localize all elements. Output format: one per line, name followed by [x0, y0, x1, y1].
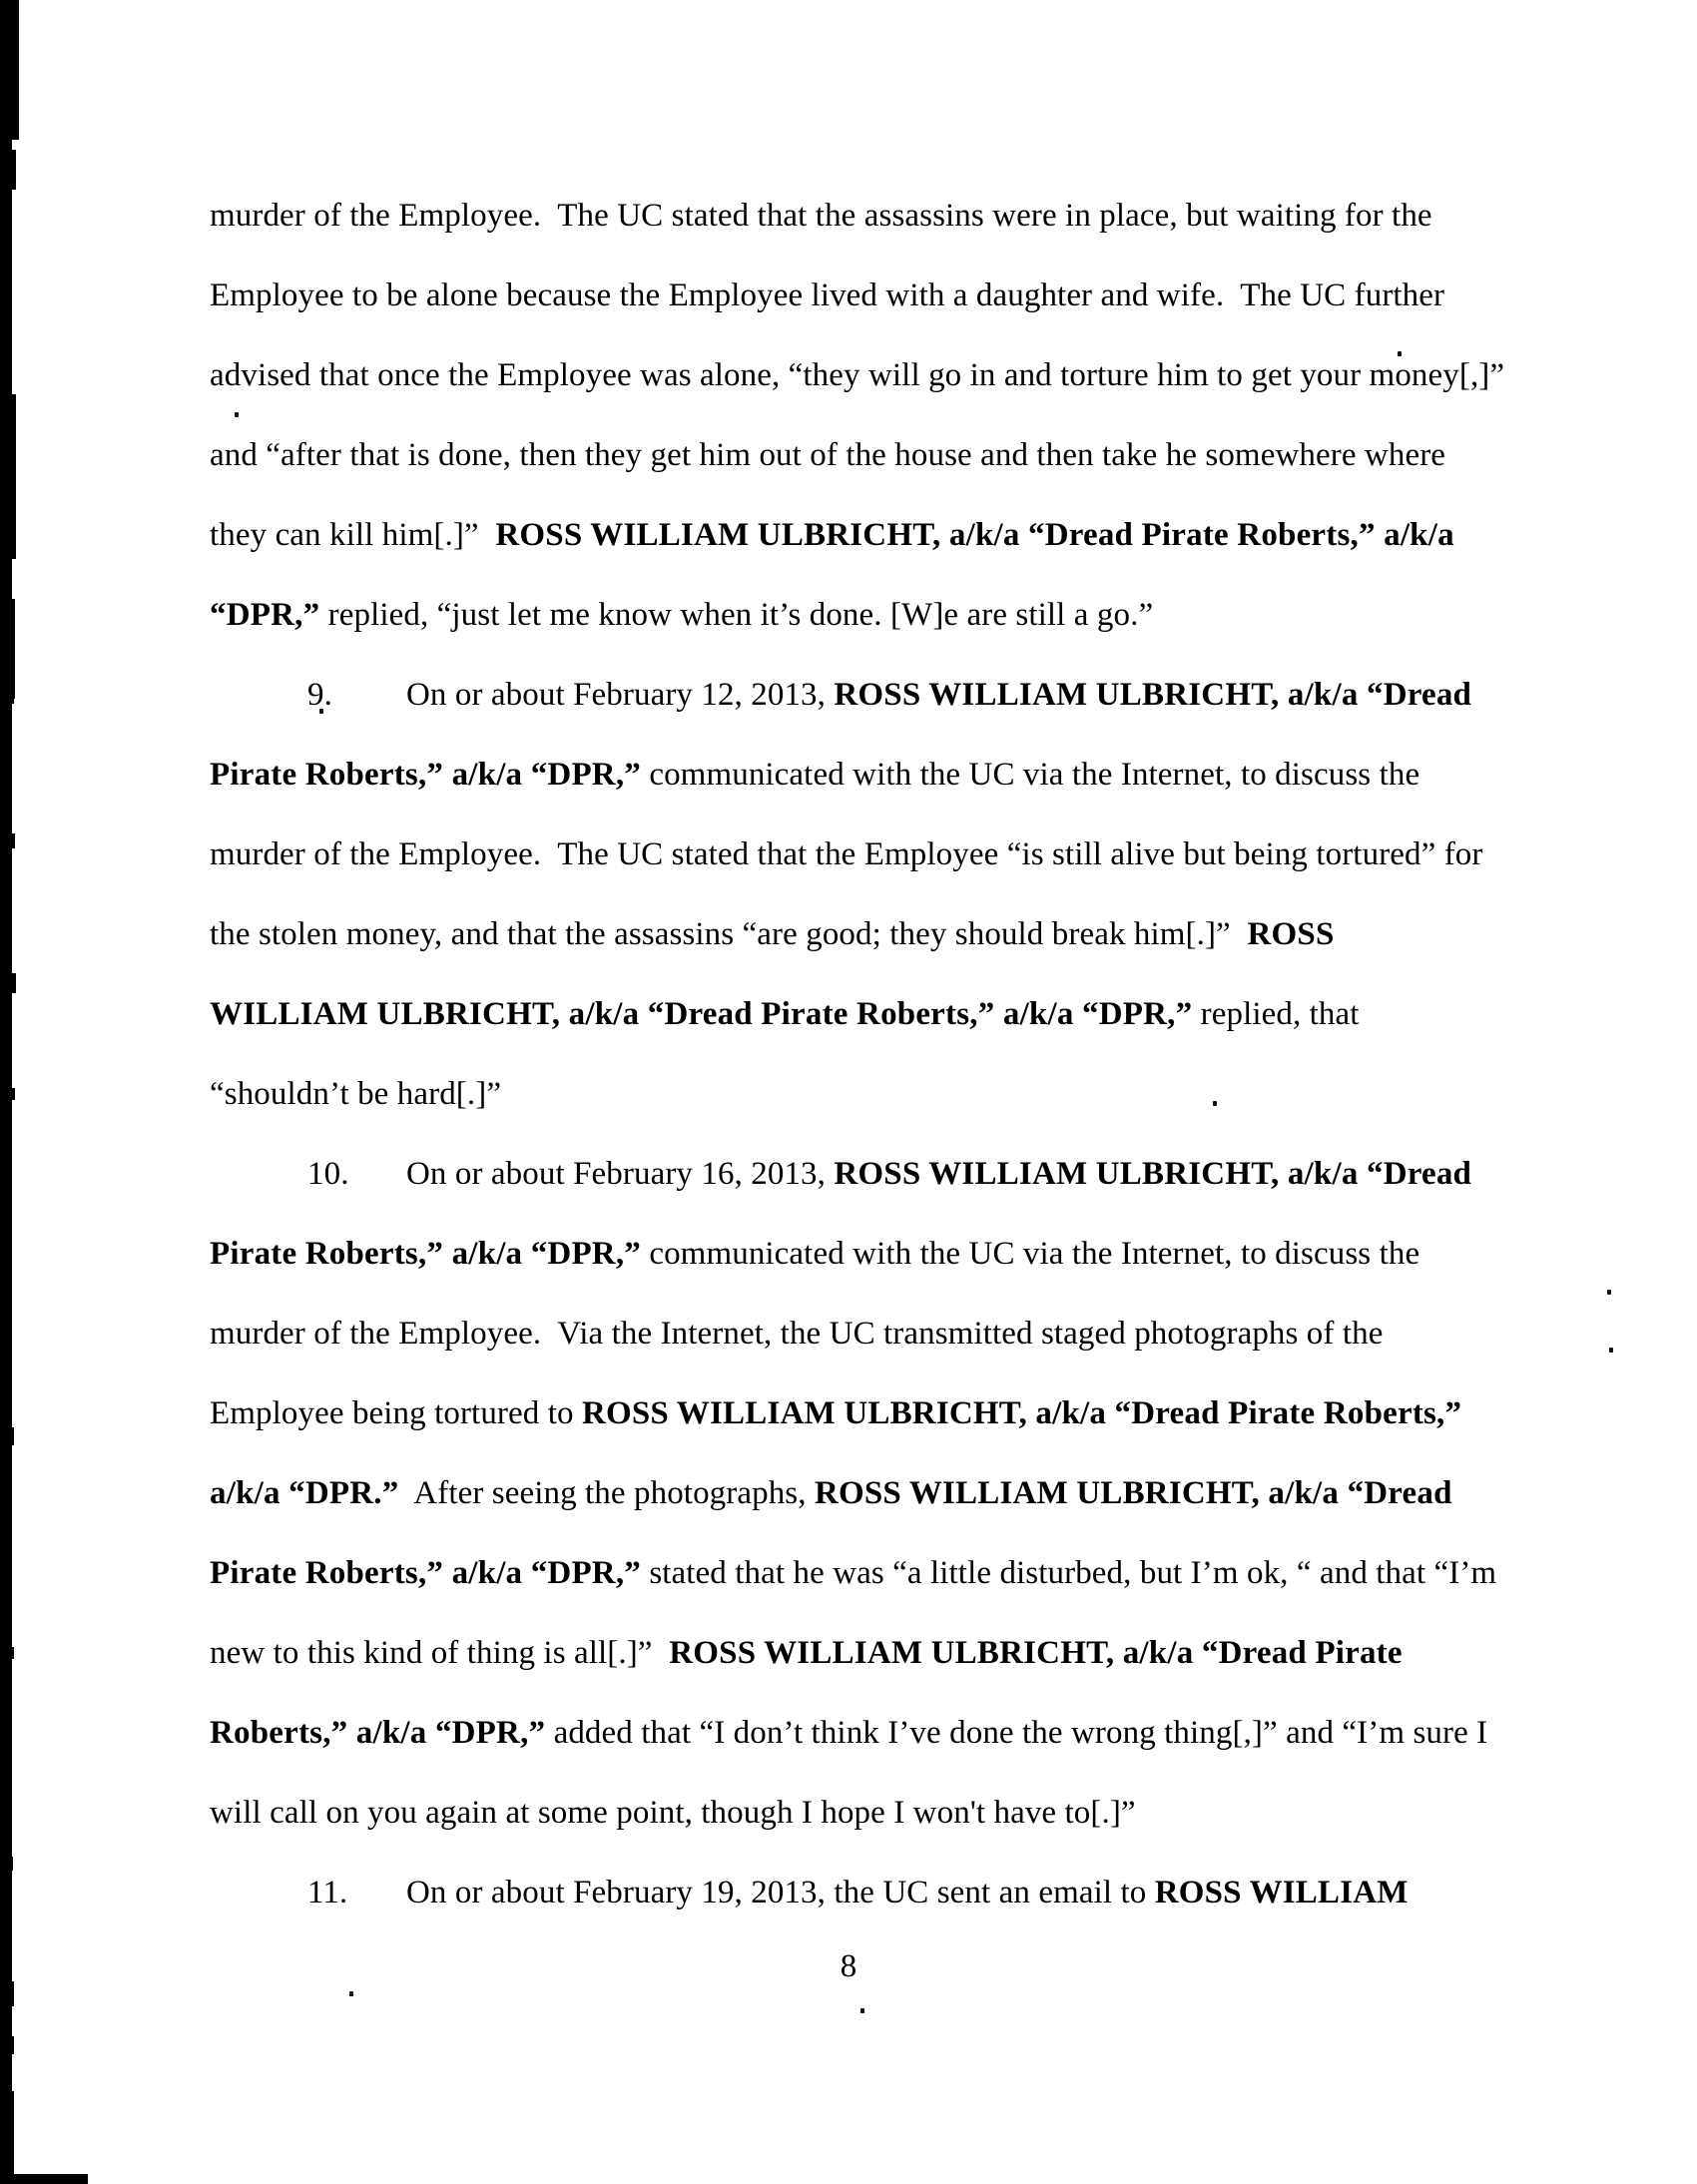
defendant-name-text: Pirate Roberts,” a/k/a “DPR,”: [210, 1236, 641, 1272]
body-text: will call on you again at some point, though I hope I won't have to[.]”: [210, 1795, 1136, 1831]
body-text: On or about February 16, 2013,: [406, 1156, 835, 1192]
body-text: On or about February 12, 2013,: [406, 677, 835, 713]
paragraph-number: 11.: [307, 1875, 348, 1911]
page-number: 8: [840, 1948, 857, 1984]
document-line: [210, 196, 1432, 236]
defendant-name-text: a/k/a “DPR.”: [210, 1475, 399, 1511]
defendant-name-text: ROSS: [1247, 916, 1335, 952]
toner-speck: [860, 2008, 864, 2013]
scan-edge-mark: [0, 2174, 88, 2184]
document-line: [210, 1074, 501, 1114]
document-line: [210, 675, 1471, 715]
defendant-name-text: Pirate Roberts,” a/k/a “DPR,”: [210, 1555, 641, 1591]
body-text: “shouldn’t be hard[.]”: [210, 1076, 502, 1112]
paragraph-number: 10.: [307, 1156, 349, 1192]
scan-edge-mark: [0, 394, 16, 559]
document-line: [210, 515, 1454, 555]
body-text: added that “I don’t think I’ve done the wrong thing[,]” and “I’m sure I: [545, 1715, 1488, 1751]
scan-edge-mark: [0, 833, 15, 848]
defendant-name-text: ROSS WILLIAM ULBRICHT, a/k/a “Dread: [834, 677, 1472, 713]
document-line: [210, 1633, 1403, 1673]
body-text: communicated with the UC via the Internet, to discuss the: [640, 1236, 1420, 1272]
body-text: replied, that: [1192, 996, 1360, 1032]
scan-edge-mark: [0, 689, 14, 704]
body-text: On or about February 19, 2013, the UC sent an email to: [406, 1875, 1155, 1911]
body-text: new to this kind of thing is all[.]”: [210, 1635, 670, 1671]
document-line: [210, 1873, 1409, 1912]
document-line: [210, 435, 1445, 475]
body-text: Employee to be alone because the Employee lived with a daughter and wife. The UC further: [210, 277, 1445, 313]
defendant-name-text: Roberts,” a/k/a “DPR,”: [210, 1715, 546, 1751]
body-text: they can kill him[.]”: [210, 517, 496, 553]
defendant-name-text: ROSS WILLIAM ULBRICHT, a/k/a “Dread Pirate: [669, 1635, 1403, 1671]
defendant-name-text: WILLIAM ULBRICHT, a/k/a “Dread Pirate Roberts,” a/k/a “DPR,”: [210, 996, 1193, 1032]
body-text: stated that he was “a little disturbed, but I’m ok, “ and that “I’m: [640, 1555, 1497, 1591]
scan-edge-mark: [0, 599, 15, 699]
defendant-name-text: “DPR,”: [210, 597, 320, 633]
body-text: Employee being tortured to: [210, 1395, 582, 1431]
document-line: [210, 994, 1360, 1034]
body-text: replied, “just let me know when it’s done. [W]e are still a go.”: [319, 597, 1154, 633]
defendant-name-text: ROSS WILLIAM: [1154, 1875, 1409, 1911]
body-text: murder of the Employee. The UC stated that the Employee “is still alive but being tortured” for: [210, 836, 1483, 872]
toner-speck: [1609, 1348, 1613, 1353]
scan-edge-mark: [0, 1857, 13, 1871]
defendant-name-text: ROSS WILLIAM ULBRICHT, a/k/a “Dread: [814, 1475, 1452, 1511]
body-text: murder of the Employee. The UC stated that the assassins were in place, but waiting for the: [210, 198, 1432, 234]
body-text: murder of the Employee. Via the Internet, the UC transmitted staged photographs of the: [210, 1316, 1384, 1352]
scan-edge-mark: [0, 1647, 14, 1659]
body-text: and “after that is done, then they get him out of the house and then take he somewhere where: [210, 437, 1446, 473]
defendant-name-text: ROSS WILLIAM ULBRICHT, a/k/a “Dread: [834, 1156, 1472, 1192]
scan-edge-mark: [0, 1427, 14, 1445]
document-line: [210, 1154, 1471, 1194]
body-text: After seeing the photographs,: [398, 1475, 815, 1511]
toner-speck: [235, 412, 239, 417]
scan-edge-mark: [0, 2091, 14, 2184]
document-line: [210, 914, 1335, 954]
document-line: [210, 595, 1153, 635]
document-line: [210, 1713, 1487, 1753]
document-line: [210, 1473, 1452, 1513]
scan-edge-mark: [0, 973, 16, 993]
defendant-name-text: ROSS WILLIAM ULBRICHT, a/k/a “Dread Pirate Roberts,”: [581, 1395, 1462, 1431]
toner-speck: [349, 1991, 353, 1996]
document-line: [210, 1314, 1383, 1354]
document-line: [210, 1553, 1496, 1593]
paragraph-number: 9.: [307, 677, 332, 713]
body-text: the stolen money, and that the assassins “are good; they should break him[.]”: [210, 916, 1248, 952]
document-line: [210, 355, 1504, 395]
document-line: [210, 834, 1482, 874]
scan-edge-mark: [0, 0, 19, 140]
toner-speck: [1213, 1101, 1217, 1106]
document-line: [210, 755, 1419, 795]
document-line: [210, 1393, 1461, 1433]
scan-edge-mark: [0, 1088, 15, 1100]
toner-speck: [1607, 1290, 1611, 1295]
defendant-name-text: Pirate Roberts,” a/k/a “DPR,”: [210, 757, 641, 793]
scan-edge-mark: [0, 2036, 14, 2054]
document-line: [210, 275, 1444, 315]
defendant-name-text: ROSS WILLIAM ULBRICHT, a/k/a “Dread Pirate Roberts,” a/k/a: [495, 517, 1454, 553]
body-text: advised that once the Employee was alone, “they will go in and torture him to get your money[,]”: [210, 357, 1505, 393]
document-line: [210, 1793, 1136, 1833]
document-line: [210, 1234, 1419, 1274]
scan-edge-mark: [0, 150, 16, 190]
body-text: communicated with the UC via the Internet, to discuss the: [640, 757, 1420, 793]
